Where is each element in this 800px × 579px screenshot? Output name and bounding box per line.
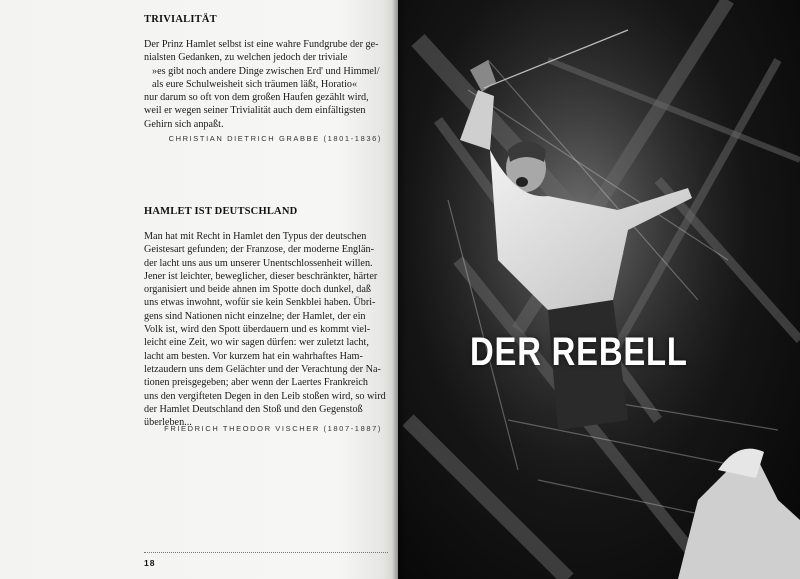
text-line: Jener ist leichter, beweglicher, dieser beschränkter, härter xyxy=(144,270,378,282)
text-line: tionen preisgegeben; aber wenn der Laertes Frankreich xyxy=(144,377,369,389)
right-page xyxy=(398,0,800,579)
text-line: Man hat mit Recht in Hamlet den Typus der deutschen xyxy=(144,231,367,242)
rebel-photo xyxy=(398,0,800,579)
section-body-hamlet-ist-deutschland xyxy=(144,230,386,429)
text-line: nialsten Gedanken, zu welchen jedoch der triviale xyxy=(144,52,348,64)
text-line: uns den vergifteten Degen in den Leib stoßen wird, so wird xyxy=(144,390,386,402)
page-number: 18 xyxy=(144,558,156,568)
text-line: Volk ist, wird den Spott überdauern und es kommt viel- xyxy=(144,324,371,336)
text-line: gens sind Nationen nicht einzelne; der Hamlet, der ein xyxy=(144,310,366,322)
text-line: organisiert und beide ahnen im Spotte doch dunkel, daß xyxy=(144,284,371,296)
text-line: lacht am besten. Vor kurzem hat ein wahrhaftes Ham- xyxy=(144,350,363,362)
quote-line: als eure Schulweisheit sich träumen läßt, Horatio« xyxy=(152,78,358,90)
text-line: überleben... xyxy=(144,417,192,429)
chapter-title: DER REBELL xyxy=(470,330,688,374)
footer-dotted-rule xyxy=(144,552,388,553)
text-line: nur darum so oft von dem großen Haufen gezählt wird, xyxy=(144,92,369,104)
text-line: der lacht uns aus um unserer Unentschlossenheit willen. xyxy=(144,257,373,269)
text-line: leicht eine Zeit, wo wir sagen dürfen: wer zuletzt lacht, xyxy=(144,337,369,349)
quote-line: »es gibt noch andere Dinge zwischen Erd' und Himmel/ xyxy=(152,65,380,77)
section-heading-trivialitaet: TRIVIALITÄT xyxy=(144,14,217,25)
text-line: Gehirn sich anpaßt. xyxy=(144,118,224,130)
text-line: der Hamlet Deutschland den Stoß und den Gegenstoß xyxy=(144,403,363,415)
book-gutter xyxy=(392,0,406,579)
text-line: Geistesart gefunden; der Franzose, der moderne Englän- xyxy=(144,244,374,256)
text-line: uns etwas inwohnt, wofür sie kein Senkblei haben. Übri- xyxy=(144,297,376,309)
text-line: letzaudern uns dem Gelächter und der Verachtung der Na- xyxy=(144,363,381,375)
section-heading-hamlet-ist-deutschland: HAMLET IST DEUTSCHLAND xyxy=(144,206,298,217)
section-body-trivialitaet xyxy=(144,38,380,131)
text-line: weil er wegen seiner Trivialität auch dem einfältigsten xyxy=(144,105,366,117)
attribution-vischer: FRIEDRICH THEODOR VISCHER (1807-1887) xyxy=(164,424,382,433)
left-page xyxy=(0,0,398,579)
attribution-grabbe: CHRISTIAN DIETRICH GRABBE (1801-1836) xyxy=(168,134,382,143)
text-line: Der Prinz Hamlet selbst ist eine wahre Fundgrube der ge- xyxy=(144,39,379,50)
